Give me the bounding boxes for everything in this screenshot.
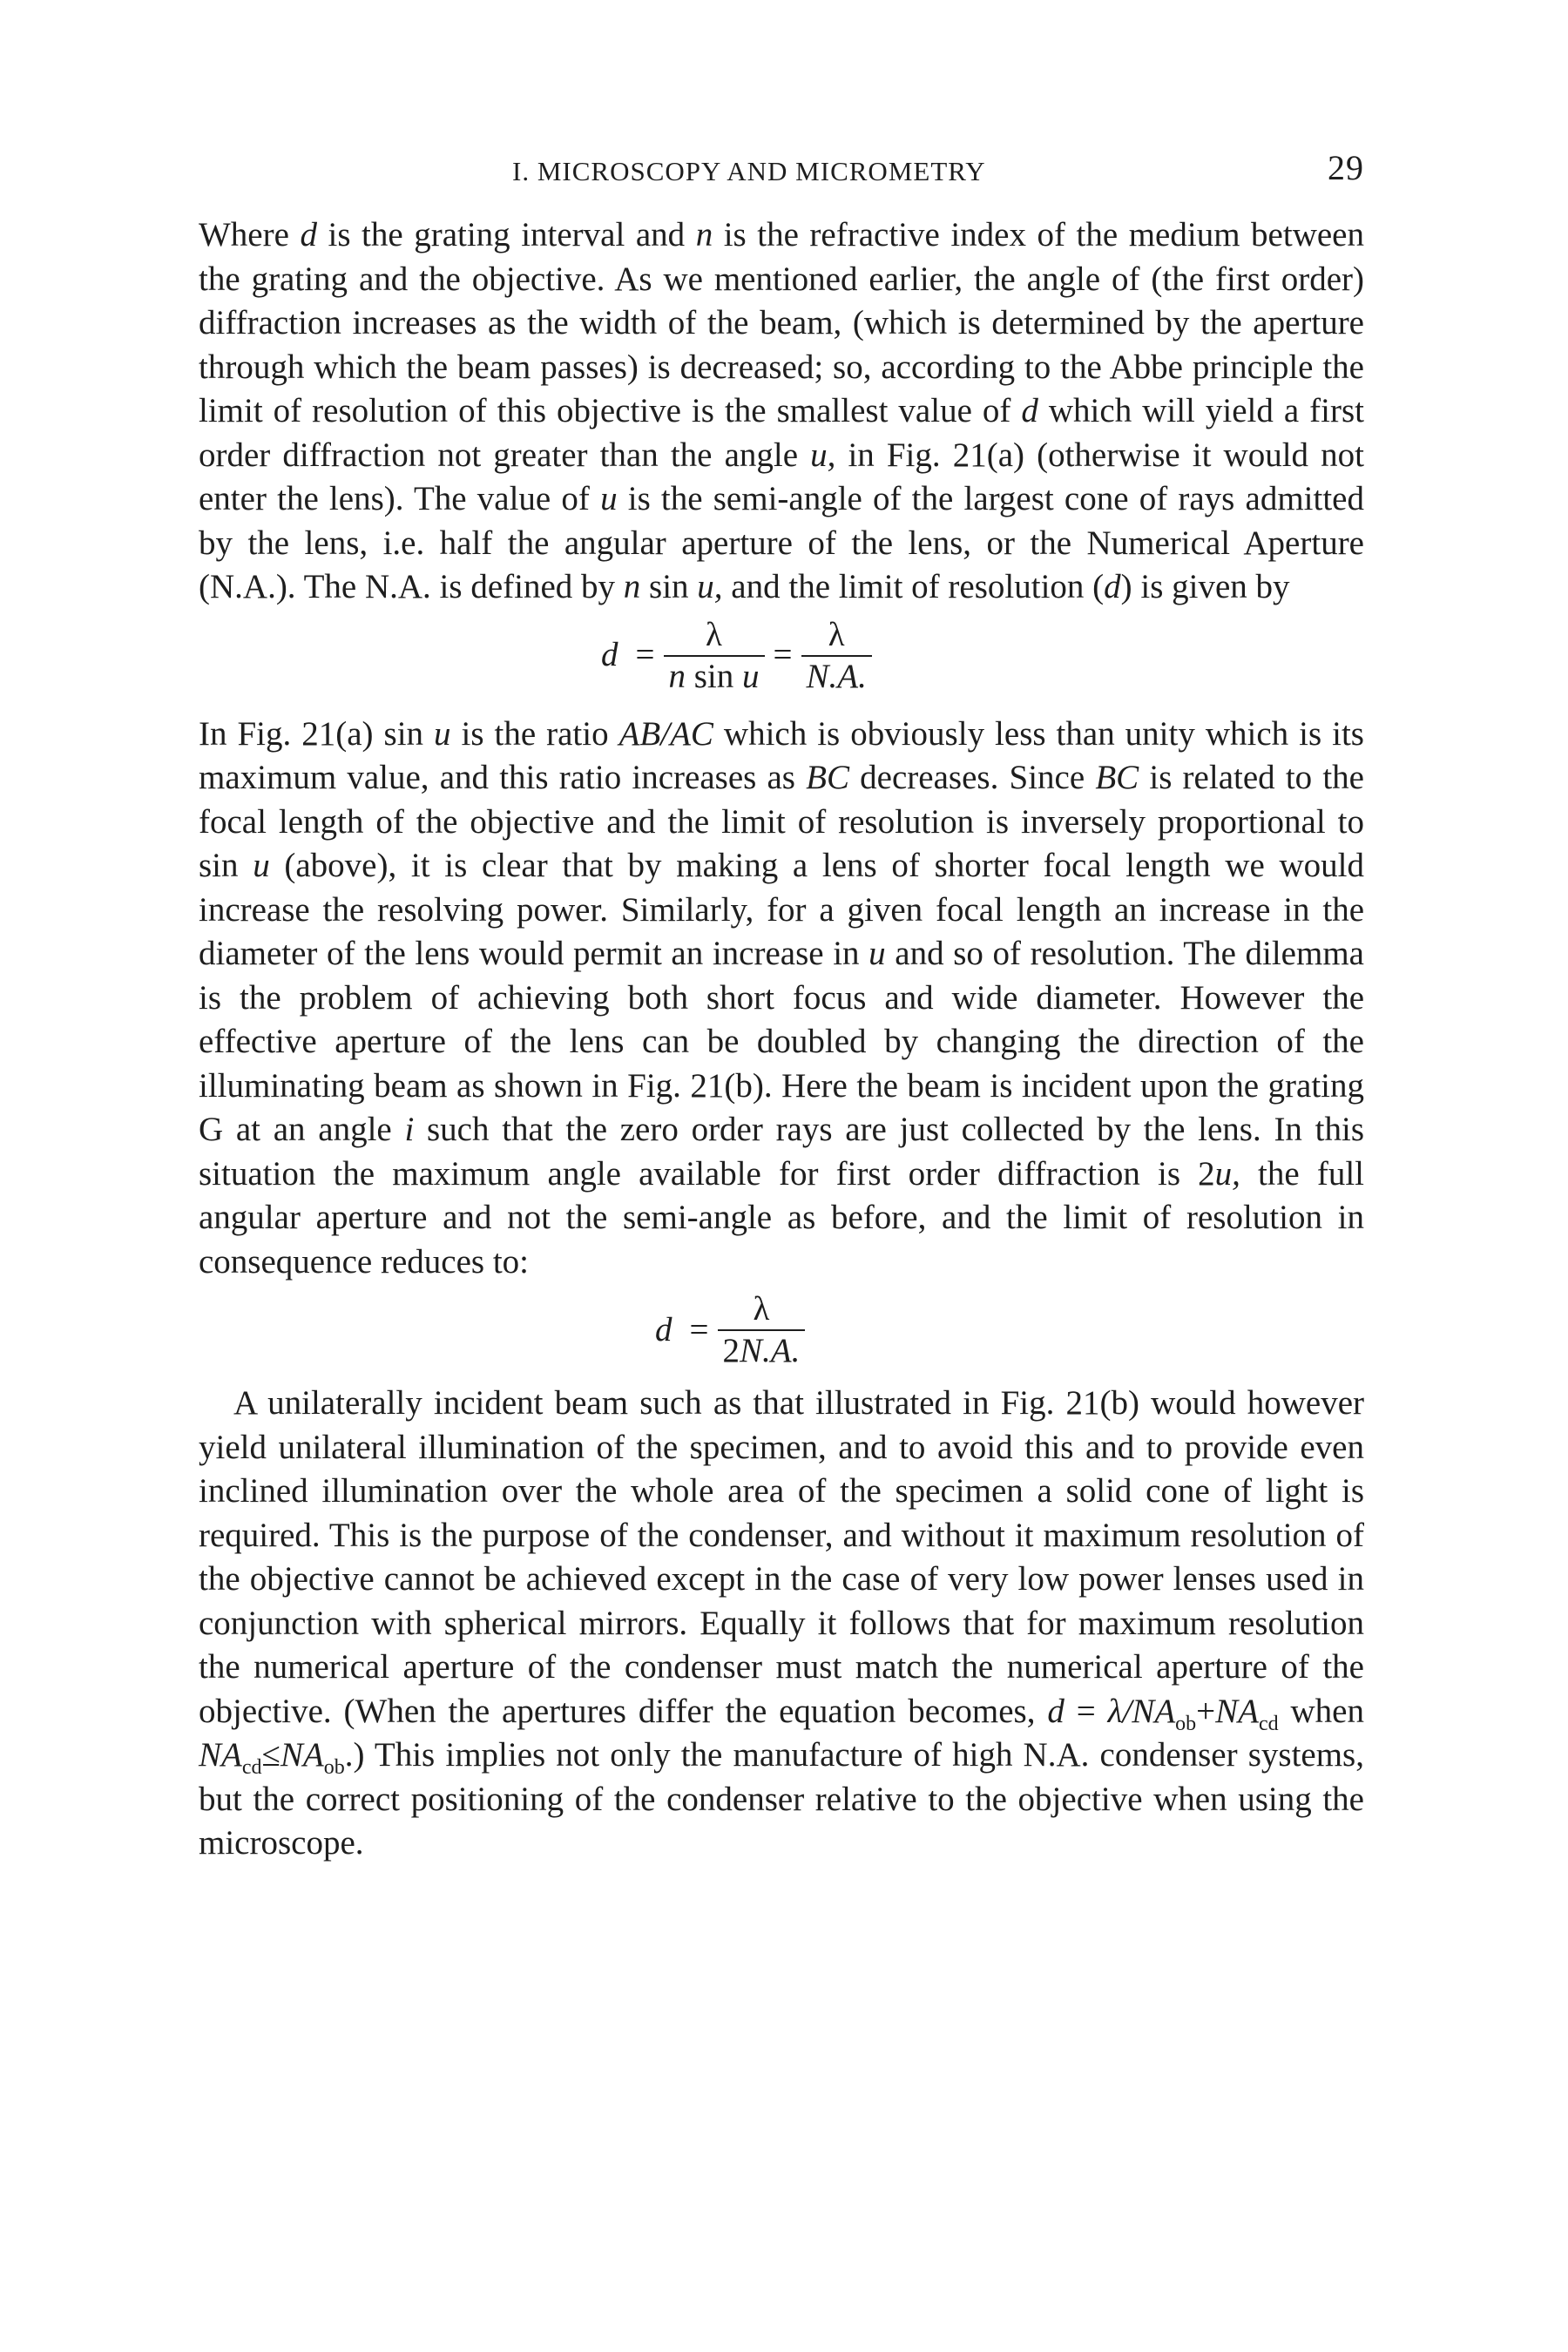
math-variable: BC [1095, 759, 1139, 796]
text-run: such that the zero order rays are just collected by the lens. In this situation the maximum angle available for first order diffraction is 2 [199, 1111, 1364, 1193]
fraction-numerator: λ [801, 615, 872, 657]
text-run: when [1278, 1692, 1364, 1730]
fraction-lambda-over-na [801, 615, 872, 697]
text-run: is the refractive index of the medium between the grating and the objective. As we mentioned earlier, the angle of (the first order) diffraction increases as the width of the beam, (which is determined by the aperture through which the beam passes) is decreased; so, according to the Abbe principle the limit of resolution of this objective is the smallest value of [199, 216, 1364, 429]
math-variable: i [404, 1111, 415, 1148]
text-run: ) is given by [1120, 568, 1290, 605]
text-run: .) This implies not only the manufacture of high N.A. condenser systems, but the correct positioning of the condenser relative to the objective when using the microscope. [199, 1736, 1364, 1862]
paragraph-2 [199, 713, 1364, 1285]
math-variable: BC [806, 759, 849, 796]
math-subscript: ob [323, 1755, 345, 1779]
body-text [199, 213, 1364, 1866]
fraction-lambda-over-n-sin-u [664, 615, 765, 697]
math-variable: u, [810, 436, 836, 474]
text-run: in Fig. 21(a) (otherwise it would not enter the lens). The value of [199, 436, 1364, 517]
math-variable: AB/AC [618, 714, 713, 753]
paragraph-1 [199, 213, 1364, 610]
text-run: decreases. Since [849, 759, 1096, 796]
equals-sign: = [689, 1310, 709, 1348]
equation-resolution [199, 610, 1364, 713]
math-variable: u [742, 657, 760, 695]
text-run: (above), it is clear that by making a lens of shorter focal length we would increase the resolving power. Similarly, for a given focal length an increase in the diameter of the lens would permit an increase in [199, 847, 1365, 972]
equation-resolution-doubled [199, 1284, 1364, 1382]
text-run: In Fig. 21(a) sin [199, 714, 435, 753]
math-variable: n [695, 216, 713, 253]
math-variable: u [868, 935, 886, 972]
math-variable: d [1104, 568, 1121, 605]
math-variable: u, [697, 568, 723, 605]
text-run: is the semi-angle of the largest cone of rays admitted by the lens, i.e. half the angular aperture of the lens, or the Numerical Aperture (N.A.). The N.A. is defined by [199, 480, 1364, 605]
fraction-numerator: λ [664, 615, 765, 657]
fraction-denominator [718, 1331, 806, 1371]
math-variable: NA [280, 1736, 324, 1774]
text-run: 2 [722, 1332, 740, 1369]
math-variable: d [300, 216, 317, 253]
math-variable: n [623, 568, 641, 605]
page-number: 29 [1328, 148, 1364, 187]
running-head [199, 144, 1364, 196]
equals-sign: = [773, 636, 793, 674]
text-run: + [1196, 1692, 1216, 1730]
math-variable: u [434, 714, 451, 753]
math-variable: u [600, 480, 618, 517]
math-variable: d [1021, 392, 1038, 429]
math-variable: u [253, 847, 270, 884]
text-run: which is obviously less than unity which is its maximum value, and this ratio increases as [199, 714, 1364, 796]
fraction-denominator: N.A. [806, 657, 867, 695]
chapter-title: I. MICROSCOPY AND MICROMETRY [512, 156, 986, 186]
text-run: and so of resolution. The dilemma is the problem of achieving both short focus and wide diameter. However the effective aperture of the lens can be doubled by changing the direction of the illuminating beam as shown in Fig. 21(b). Here the beam is incident upon the grating G at an angle [199, 935, 1364, 1148]
text-run: sin [686, 657, 743, 695]
text-run: ≤ [261, 1736, 280, 1774]
math-subscript: ob [1175, 1712, 1197, 1735]
equation-lhs: d [601, 636, 618, 674]
math-variable: n [668, 657, 686, 695]
fraction-lambda-over-2na [718, 1289, 806, 1371]
paragraph-3 [199, 1382, 1364, 1866]
text-run: is related to the focal length of the objective and the limit of resolution is inversely proportional to sin [199, 759, 1364, 884]
text-run: the full angular aperture and not the semi-angle as before, and the limit of resolution in consequence reduces to: [199, 1154, 1364, 1281]
math-variable: u, [1214, 1154, 1240, 1193]
text-run: is the ratio [450, 714, 619, 753]
math-variable: NA [1215, 1692, 1259, 1730]
text-run: = [1064, 1692, 1108, 1730]
text-run: is the grating interval and [316, 216, 696, 253]
math-variable: NA [199, 1736, 242, 1774]
math-variable: N.A. [740, 1332, 801, 1369]
math-subscript: cd [241, 1755, 262, 1779]
math-subscript: cd [1258, 1712, 1279, 1735]
math-variable: d [1047, 1692, 1064, 1730]
text-run: which will yield a first order diffraction not greater than the angle [199, 392, 1364, 474]
equation-lhs: d [655, 1310, 672, 1348]
text-run: and the limit of resolution ( [722, 568, 1105, 605]
math-variable: λ/NA [1107, 1692, 1176, 1730]
equals-sign: = [635, 636, 655, 674]
text-run: sin [640, 568, 698, 605]
book-page [199, 144, 1364, 1866]
text-run: Where [199, 216, 301, 253]
fraction-denominator [664, 657, 765, 697]
text-run: A unilaterally incident beam such as that illustrated in Fig. 21(b) would however yield unilateral illumination of the specimen, and to avoid this and to provide even inclined illumination over the whole area of the specimen a solid cone of light is required. This is the purpose of the condenser, and without it maximum resolution of the objective cannot be achieved except in the case of very low power lenses used in conjunction with spherical mirrors. Equally it follows that for maximum resolution the numerical aperture of the condenser must match the numerical aperture of the objective. (When the apertures differ the equation becomes, [199, 1384, 1364, 1730]
fraction-numerator: λ [718, 1289, 806, 1331]
